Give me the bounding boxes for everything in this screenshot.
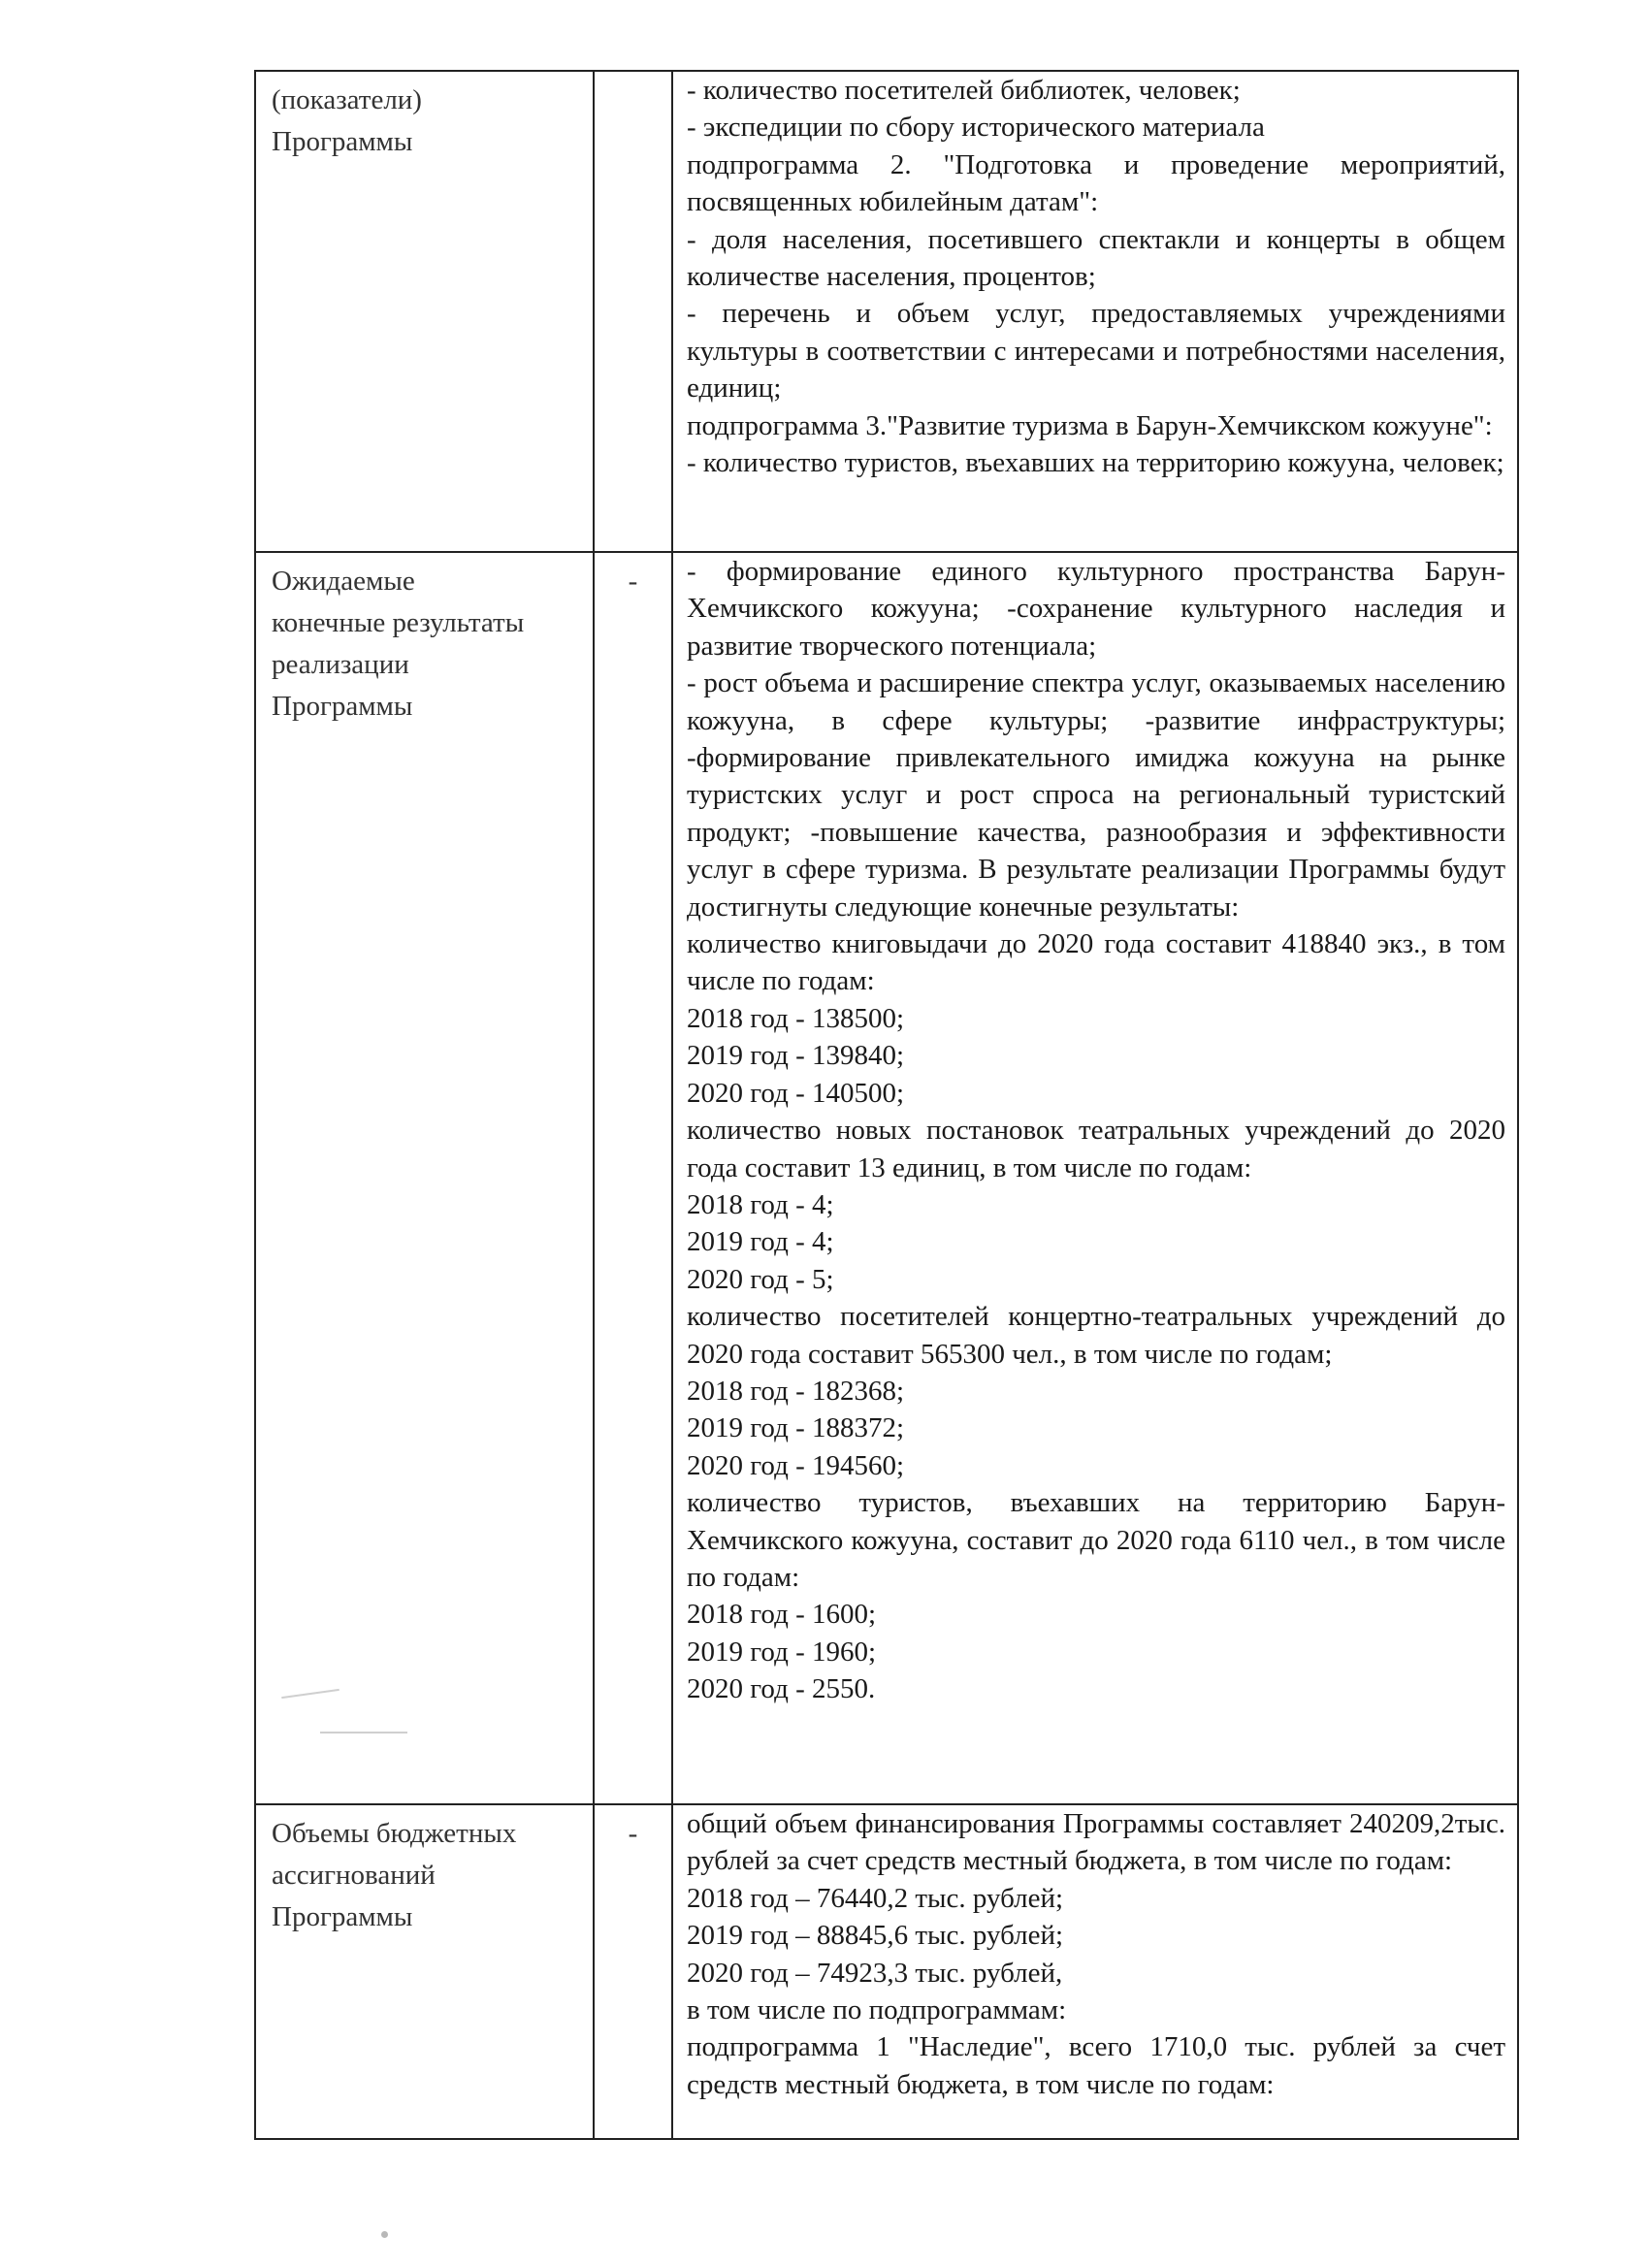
content-paragraph: общий объем финансирования Программы составляет 240209,2тыс. рублей за счет средств местный бюджета, в том числе по годам: [687,1808,1505,1877]
content-paragraph: 2019 год - 139840; [687,1040,905,1072]
row-label-line: Объемы бюджетных [272,1818,517,1849]
content-paragraph: 2018 год - 182368; [687,1375,905,1407]
content-paragraph: - перечень и объем услуг, предоставляемых учреждениями культуры в соответствии с интересами и потребностями населения, единиц; [687,298,1505,405]
content-paragraph: 2018 год - 138500; [687,1002,905,1034]
content-paragraph: 2020 год – 74923,3 тыс. рублей, [687,1957,1063,1989]
content-paragraph: подпрограмма 3."Развитие туризма в Барун-Хемчикском кожууне": [687,409,1493,441]
content-paragraph: - количество туристов, въехавших на территорию кожууна, человек; [687,447,1504,479]
row-label-cell [255,552,594,1804]
content-paragraph: 2019 год - 188372; [687,1412,905,1444]
content-paragraph: 2020 год - 140500; [687,1077,905,1109]
content-paragraph: количество посетителей концертно-театральных учреждений до 2020 года составит 565300 чел., в том числе по годам; [687,1301,1505,1370]
row-label-cell [255,71,594,552]
content-paragraph: 2019 год - 4; [687,1226,834,1258]
table-row [255,552,1518,1804]
passport-table [254,70,1519,2140]
content-paragraph: количество туристов, въехавших на территорию Барун-Хемчикского кожууна, составит до 2020 года 6110 чел., в том числе по годам: [687,1487,1505,1593]
content-paragraph: - доля населения, посетившего спектакли и концерты в общем количестве населения, процентов; [687,223,1505,293]
row-content-cell [672,552,1518,1804]
scan-mark [320,1732,407,1733]
content-paragraph: 2018 год - 1600; [687,1599,877,1631]
content-paragraph: 2019 год - 1960; [687,1636,877,1668]
content-paragraph: количество новых постановок театральных учреждений до 2020 года составит 13 единиц, в том числе по годам: [687,1115,1505,1183]
content-paragraph: в том числе по подпрограммам: [687,1994,1067,2026]
content-paragraph: 2020 год - 2550. [687,1673,876,1705]
row-content-cell [672,1804,1518,2139]
row-label-line: Программы [272,691,413,722]
table-row [255,71,1518,552]
table-row [255,1804,1518,2139]
row-label-line: конечные результаты [272,607,525,638]
content-paragraph: 2019 год – 88845,6 тыс. рублей; [687,1920,1064,1952]
content-paragraph: подпрограмма 2. "Подготовка и проведение мероприятий, посвященных юбилейным датам": [687,148,1505,218]
content-paragraph: - экспедиции по сбору исторического материала [687,112,1265,144]
content-paragraph: 2020 год - 5; [687,1263,834,1295]
content-paragraph: - рост объема и расширение спектра услуг, оказываемых населению кожууна, в сфере культуры; -развитие инфраструктуры; -формирование привлекательного имиджа кожууна на рынке туристских услуг и рост спроса на региональный туристский продукт; -повышение качества, разнообразия и эффективности услуг в сфере туризма. В результате реализации Программы будут достигнуты следующие конечные результаты: [687,667,1505,923]
row-label-line: ассигнований [272,1860,436,1891]
content-paragraph: 2020 год - 194560; [687,1449,905,1481]
row-dash-cell [594,71,672,552]
row-label-line: Ожидаемые [272,566,415,597]
row-dash-cell: - [594,1804,672,2139]
row-label-cell [255,1804,594,2139]
content-paragraph: подпрограмма 1 "Наследие", всего 1710,0 тыс. рублей за счет средств местный бюджета, в том числе по годам: [687,2031,1505,2100]
scan-dot [381,2231,388,2238]
row-content-cell [672,71,1518,552]
row-label-line: Программы [272,1901,413,1932]
content-paragraph: - количество посетителей библиотек, человек; [687,75,1241,106]
content-paragraph: количество книговыдачи до 2020 года составит 418840 экз., в том числе по годам: [687,928,1505,997]
row-label-line: Программы [272,126,413,157]
row-label-line: (показатели) [272,84,422,115]
content-paragraph: - формирование единого культурного пространства Барун-Хемчикского кожууна; -сохранение культурного наследия и развитие творческого потенциала; [687,556,1505,662]
row-dash-cell: - [594,552,672,1804]
content-paragraph: 2018 год - 4; [687,1188,834,1220]
content-paragraph: 2018 год – 76440,2 тыс. рублей; [687,1882,1064,1914]
row-label-line: реализации [272,649,409,680]
